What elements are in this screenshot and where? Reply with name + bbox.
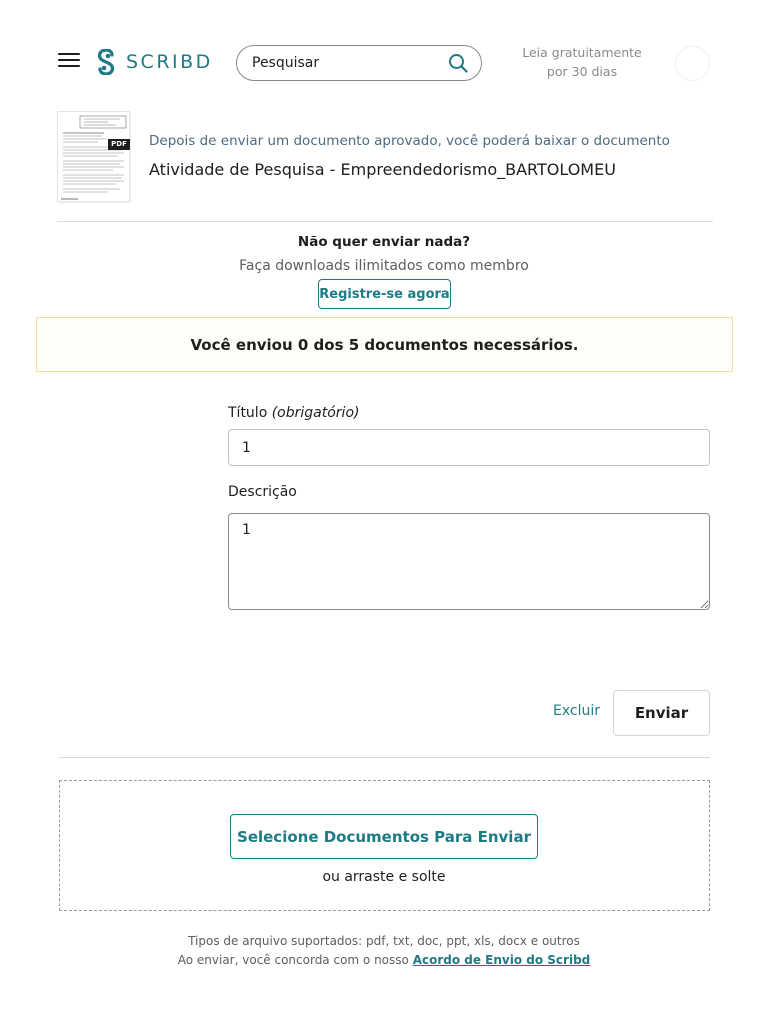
divider [57,221,713,222]
supported-types-text: Tipos de arquivo suportados: pdf, txt, doc, ppt, xls, docx e outros [188,934,580,948]
search-icon[interactable] [447,52,469,74]
trial-line1: Leia gratuitamente [522,45,642,60]
promo-subtitle: Faça downloads ilimitados como membro [239,258,529,274]
send-button[interactable]: Enviar [613,690,710,736]
agreement-text [0,953,768,967]
title-label-text: Título [228,405,268,421]
delete-link[interactable]: Excluir [553,703,600,719]
description-label: Descrição [228,484,297,500]
promo-question: Não quer enviar nada? [297,234,471,250]
document-thumbnail [57,111,130,202]
document-title: Atividade de Pesquisa - Empreendedorismo_BARTOLOMEU [149,160,616,179]
document-hint: Depois de enviar um documento aprovado, você poderá baixar o documento [149,133,670,149]
logo-text: SCRIBD [126,51,213,73]
free-trial-link[interactable] [520,43,644,81]
avatar[interactable] [675,46,710,81]
title-input[interactable] [228,429,710,466]
drag-drop-text: ou arraste e solte [322,869,446,885]
register-button[interactable]: Registre-se agora [318,279,451,309]
scribd-logo[interactable] [95,49,213,75]
title-label [228,405,359,421]
notice-text: Você enviou 0 dos 5 documentos necessários. [190,335,579,354]
search-input[interactable] [252,55,447,71]
pdf-badge: PDF [108,139,130,150]
divider [59,757,710,758]
agreement-prefix: Ao enviar, você concorda com o nosso [177,953,413,967]
scribd-logo-icon [95,49,117,75]
search-box[interactable] [236,45,482,81]
upload-progress-notice [36,317,733,372]
trial-line2: por 30 dias [546,64,618,79]
menu-icon[interactable] [58,53,80,71]
select-documents-button[interactable]: Selecione Documentos Para Enviar [230,814,538,859]
description-textarea[interactable] [228,513,710,610]
document-preview-icon [58,112,130,202]
header [0,0,768,110]
title-required-text: (obrigatório) [271,405,360,421]
upload-agreement-link[interactable]: Acordo de Envio do Scribd [412,953,591,967]
